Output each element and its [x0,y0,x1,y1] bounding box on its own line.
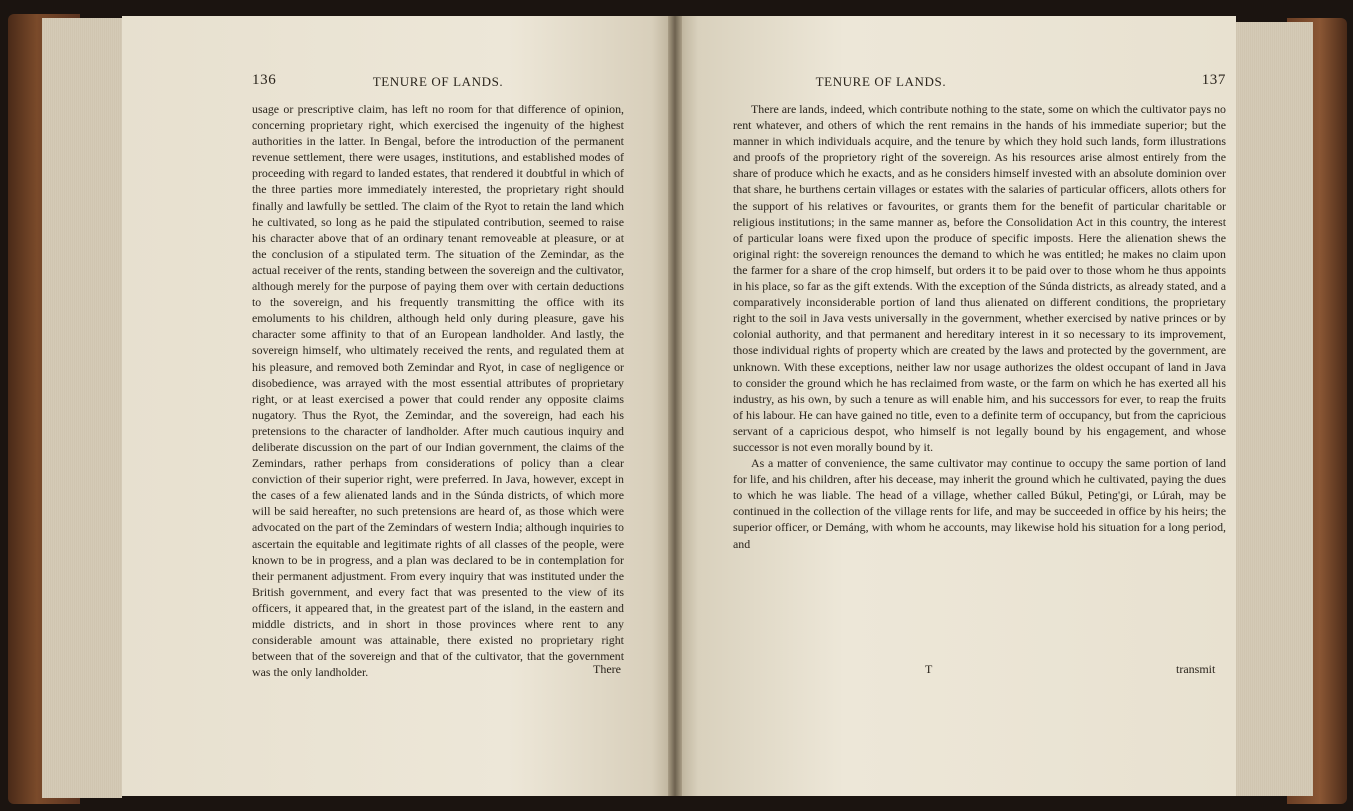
left-running-head [252,74,624,94]
signature-mark: T [925,662,933,676]
left-page-number: 136 [252,72,277,88]
right-paragraph-2: As a matter of convenience, the same cultivator may continue to occupy the same portion of land for life, and his children, after his decease, may inherit the ground which he cultivated, paying the dues to which he was liable. The head of a village, whether called Búkul, Peting'gi, or Lúrah, may be continued in the collection of the village rents for life, and may be succeeded in office by his heirs; the superior officer, or Demáng, with whom he accounts, may likewise hold his situation for a long period, and [733,456,1226,551]
left-catchword: There [593,662,621,676]
right-page-text [733,101,1226,552]
page-edges-left [42,18,122,798]
right-page-number: 137 [1201,72,1226,88]
left-paragraph: usage or prescriptive claim, has left no room for that difference of opinion, concerning proprietary right, which exercised the ingenuity of the highest authorities in the latter. In Bengal, before the introduction of the permanent revenue settlement, there were usages, institutions, and established modes of proceeding with regard to landed estates, that rendered it doubtful in which of the three parties more immediately interested, the proprietary right should finally and lawfully be settled. The claim of the Ryot to retain the land which he cultivated, so long as he paid the stipulated contribution, seemed to raise his character above that of an ordinary tenant removeable at pleasure, or at the conclusion of a stipulated term. The situation of the Zemindar, as the actual receiver of the rents, standing between the sovereign and the cultivator, although merely for the purpose of paying them over with certain deductions to the sovereign, and his frequently transmitting the office with its emoluments to his children, although held only during pleasure, gave his character some affinity to that of an European landholder. And lastly, the sovereign himself, who ultimately received the rents, and regulated them at his pleasure, and removed both Zemindar and Ryot, in case of negligence or disobedience, was arrayed with the most essential attributes of proprietary right, or at least exercised a power that could render any opposite claims nugatory. Thus the Ryot, the Zemindar, and the sovereign, had each his pretensions to the character of landholder. After much cautious inquiry and deliberate discussion on the part of our Indian government, the claims of the Zemindars, rather perhaps from considerations of policy than a clear conviction of their superior right, were preferred. In Java, however, except in the cases of a few alienated lands and in the Súnda districts, of which more will be said hereafter, no such pretensions are heard of, as those which were advocated on the part of the Zemindars of western India; although inquiries to ascertain the equitable and legitimate rights of all classes of the people, were known to be in progress, and a plan was declared to be in contemplation for their permanent adjustment. From every inquiry that was instituted under the British government, and every fact that was presented to the view of its officers, it appeared that, in the greatest part of the island, in the eastern and middle districts, and in short in those provinces where rent to any considerable amount was attainable, there existed no proprietary right between that of the sovereign and that of the cultivator, that the government was the only landholder. [252,102,624,680]
right-running-title: TENURE OF LANDS. [815,74,947,89]
left-page-text [252,101,624,680]
right-catchword: transmit [1176,662,1216,676]
left-running-title: TENURE OF LANDS. [372,74,504,89]
right-paragraph-1: There are lands, indeed, which contribute nothing to the state, some on which the cultivator pays no rent whatever, and others of which the rent remains in the hands of his immediate superior; but the manner in which individuals acquire, and the tenure by which they hold such lands, form illustrations and proofs of the proprietory right of the sovereign. As his resources arise almost entirely from the share of produce which he exacts, and as he considers himself invested with an absolute dominion over that share, he burthens certain villages or estates with the salaries of particular officers, allots others for the support of his relatives or favourites, or grants them for the benefit of particular charitable or religious institutions; in the same manner as, before the Consolidation Act in this country, the interest of particular loans were fixed upon the produce of specific imposts. Here the alienation shews the original right: the sovereign renounces the demand to which he was entitled; he makes no claim upon the farmer for a share of the crop himself, but orders it to be paid over to those whom he thus appoints in his place, so far as the gift extends. With the exception of the Súnda districts, as already stated, and a comparatively inconsiderable portion of land thus alienated on different conditions, the proprietary right to the soil in Java vests universally in the government, whether exercised by native princes or by colonial authority, and that permanent and hereditary interest in it so necessary to its improvement, those individual rights of property which are created by the laws and protected by the government, are unknown. With these exceptions, neither law nor usage authorizes the oldest occupant of land in Java to consider the ground which he has reclaimed from waste, or the farm on which he has exerted all his industry, as his own, by such a tenure as will enable him, and his successors for ever, to reap the fruits of his labour. He can have gained no title, even to a definite term of occupancy, but from the capricious servant of a capricious despot, who himself is not legally bound by his engagement, and whose successor is not even morally bound by it. [733,102,1226,454]
right-running-head [733,74,1226,94]
book-gutter [668,16,682,796]
page-edges-right [1233,22,1313,796]
